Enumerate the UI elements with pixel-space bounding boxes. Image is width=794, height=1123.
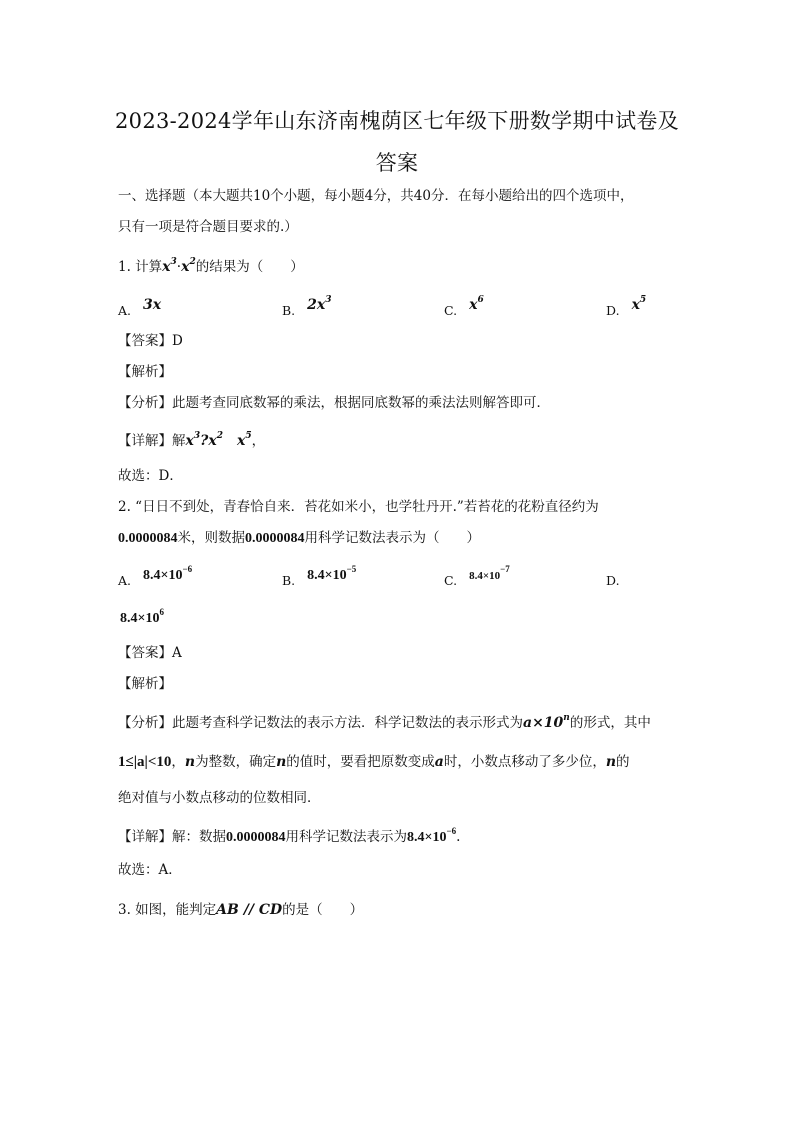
q1-detail: 【详解】解$x^3?x^2$ $x^5$， [118, 431, 266, 449]
section-heading-line-2: 只有一项是符合题目要求的.） [118, 219, 298, 235]
question-3-stem: 3. 如图，能判定AB // CD的是（ ） [118, 902, 364, 918]
q1-term-a: $x^3$ [162, 257, 177, 275]
q1-answer: 【答案】D [118, 333, 183, 349]
question-2-stem-line-2: 0.0000084米，则数据0.0000084用科学记数法表示为（ ） [118, 530, 480, 546]
q2-analysis-heading: 【解析】 [118, 676, 172, 692]
question-1-stem [118, 257, 304, 275]
q1-option-c: C. $x^6$ [444, 295, 484, 318]
q1-option-b: B. $2x^3$ [282, 295, 332, 318]
q1-analysis: 【分析】此题考查同底数幂的乘法，根据同底数幂的乘法法则解答即可． [118, 395, 550, 411]
question-1-suffix: 的结果为（ ） [195, 259, 304, 275]
document-title-line-2: 答案 [375, 151, 419, 175]
q2-option-b: B. $8.4\times 10^{-5}$ [282, 564, 357, 588]
section-heading-line-1: 一、选择题（本大题共10个小题，每小题4分，共40分．在每小题给出的四个选项中， [118, 188, 634, 204]
q2-analysis-line-3: 绝对值与小数点移动的位数相同． [118, 790, 321, 806]
question-1-prefix: 1. 计算 [118, 259, 163, 275]
q2-option-a: A. $8.4\times 10^{-6}$ [118, 564, 193, 588]
q2-analysis-line-2: 1≤|a|<10，n为整数，确定n的值时，要看把原数变成a时，小数点移动了多少位，n的 [118, 754, 630, 770]
q2-option-d-label: D. [606, 573, 620, 588]
q2-answer: 【答案】A [118, 645, 182, 661]
q1-operator: · [176, 259, 182, 275]
q1-term-b: $x^2$ [181, 257, 196, 275]
q1-choice: 故选：D． [118, 468, 183, 484]
q2-choice: 故选：A． [118, 862, 182, 878]
q1-analysis-heading: 【解析】 [118, 364, 172, 380]
q2-option-d-value: $8.4\times 10^6$ [120, 607, 164, 626]
q1-option-a: A. 3x [118, 297, 162, 318]
q1-option-d: D. $x^5$ [606, 295, 647, 318]
document-title-line-1: 2023-2024学年山东济南槐荫区七年级下册数学期中试卷及 [115, 109, 679, 133]
q2-analysis-line-1: 【分析】此题考查科学记数法的表示方法．科学记数法的表示形式为$a\times 10^n$的形式，其中 [118, 713, 651, 731]
question-2-stem-line-1: 2. “日日不到处，青春恰自来．苔花如米小，也学牡丹开.”若苔花的花粉直径约为 [118, 499, 599, 515]
q2-detail: 【详解】解：数据0.0000084用科学记数法表示为$8.4\times 10^{-6}$. [118, 826, 461, 845]
q2-option-c: C. $8.4\times 10^{-7}$ [444, 564, 510, 588]
